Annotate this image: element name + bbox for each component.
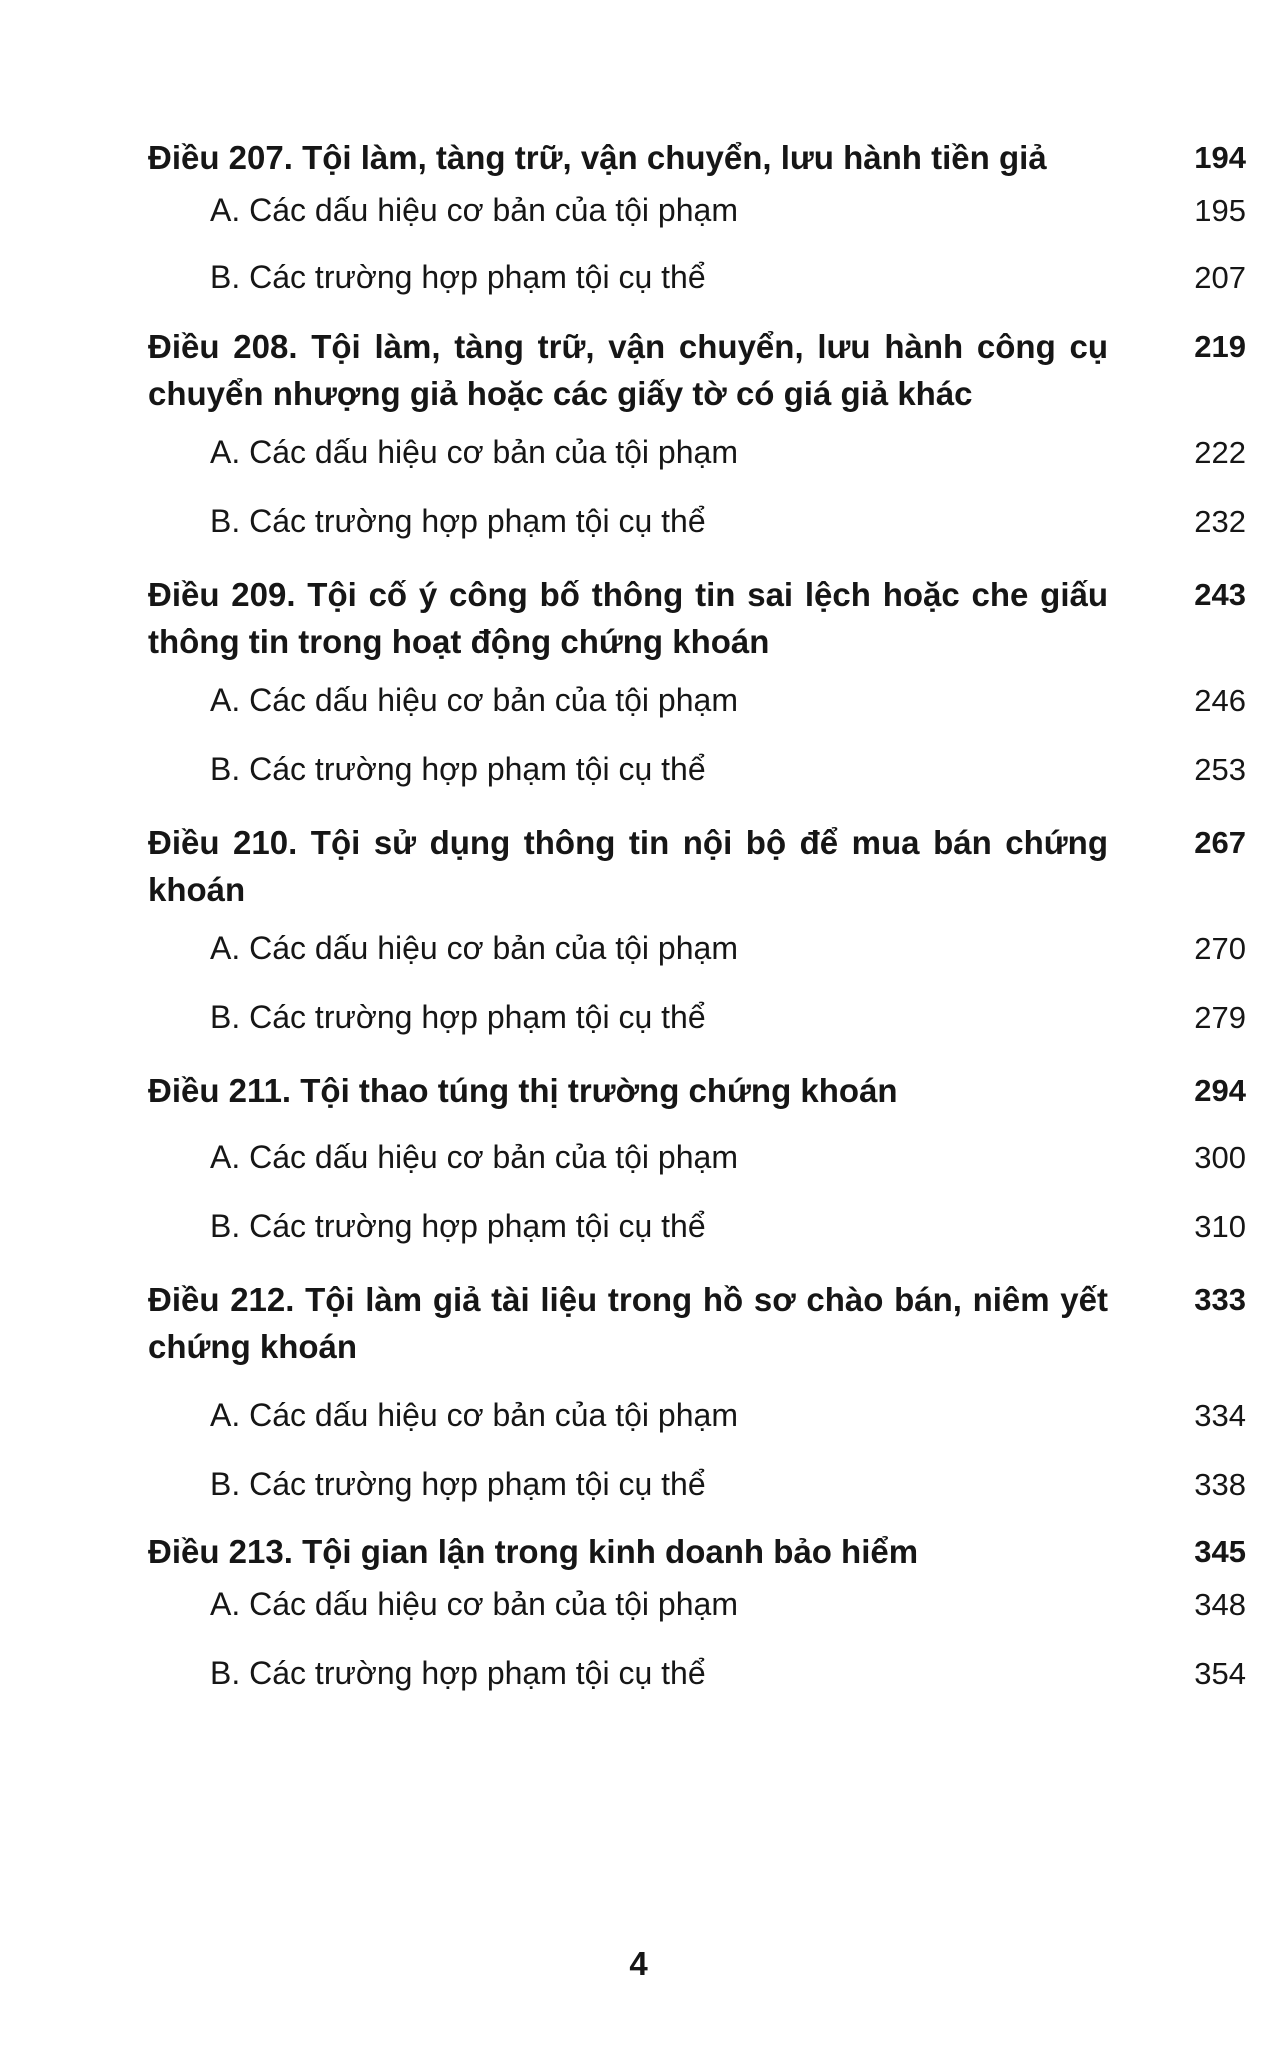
toc-article-page: 243	[1194, 577, 1246, 612]
toc-subsection-label: A. Các dấu hiệu cơ bản của tội phạm	[210, 930, 738, 966]
toc-subsection-page: 348	[1194, 1587, 1246, 1622]
toc-subsection-label: B. Các trường hợp phạm tội cụ thể	[210, 999, 706, 1035]
toc-subsection-page: 310	[1194, 1209, 1246, 1244]
toc-subsection	[148, 1203, 1246, 1250]
toc-article-heading	[148, 1276, 1246, 1370]
toc-article-heading	[148, 819, 1246, 913]
toc-subsection-page: 354	[1194, 1656, 1246, 1691]
toc-subsection-label: B. Các trường hợp phạm tội cụ thể	[210, 1208, 706, 1244]
toc-subsection	[148, 429, 1246, 476]
toc-article-title: Điều 213. Tội gian lận trong kinh doanh bảo hiểm	[148, 1533, 919, 1570]
toc-subsection-page: 300	[1194, 1140, 1246, 1175]
toc-subsection-label: A. Các dấu hiệu cơ bản của tội phạm	[210, 192, 738, 228]
toc-article-page: 294	[1194, 1073, 1246, 1108]
toc-subsection	[148, 498, 1246, 545]
toc-subsection-label: A. Các dấu hiệu cơ bản của tội phạm	[210, 1397, 738, 1433]
toc-subsection-page: 338	[1194, 1467, 1246, 1502]
toc-subsection-page: 270	[1194, 931, 1246, 966]
toc-article-heading	[148, 1067, 1246, 1114]
toc-subsection-page: 246	[1194, 683, 1246, 718]
toc-article-heading	[148, 323, 1246, 417]
toc-article-heading	[148, 134, 1246, 181]
toc-entry-210	[148, 819, 1246, 1041]
toc-article-heading	[148, 1528, 1246, 1575]
toc-article-title: Điều 208. Tội làm, tàng trữ, vận chuyển, lưu hành công cụ chuyển nhượng giả hoặc các giấy tờ có giá giả khác	[148, 328, 1108, 412]
toc-subsection-label: B. Các trường hợp phạm tội cụ thể	[210, 1466, 706, 1502]
toc-subsection-page: 207	[1194, 260, 1246, 295]
toc-subsection-page: 232	[1194, 504, 1246, 539]
toc-subsection-page: 222	[1194, 435, 1246, 470]
toc-subsection-page: 253	[1194, 752, 1246, 787]
toc-subsection	[148, 1650, 1246, 1697]
toc-subsection-label: A. Các dấu hiệu cơ bản của tội phạm	[210, 434, 738, 470]
toc-article-page: 345	[1194, 1534, 1246, 1569]
toc-subsection-label: B. Các trường hợp phạm tội cụ thể	[210, 751, 706, 787]
toc-article-page: 333	[1194, 1282, 1246, 1317]
toc-article-title: Điều 210. Tội sử dụng thông tin nội bộ để mua bán chứng khoán	[148, 824, 1108, 908]
toc-article-title: Điều 211. Tội thao túng thị trường chứng khoán	[148, 1072, 898, 1109]
toc-subsection-label: A. Các dấu hiệu cơ bản của tội phạm	[210, 682, 738, 718]
toc-subsection	[148, 677, 1246, 724]
page-number: 4	[629, 1945, 648, 1982]
toc-subsection	[148, 1581, 1246, 1628]
toc-subsection-page: 279	[1194, 1000, 1246, 1035]
toc-entry-211	[148, 1067, 1246, 1250]
table-of-contents	[148, 134, 1246, 1697]
toc-entry-208	[148, 323, 1246, 545]
toc-subsection-label: B. Các trường hợp phạm tội cụ thể	[210, 1655, 706, 1691]
toc-subsection-page: 195	[1194, 193, 1246, 228]
toc-subsection-page: 334	[1194, 1398, 1246, 1433]
toc-article-page: 219	[1194, 329, 1246, 364]
toc-article-title: Điều 207. Tội làm, tàng trữ, vận chuyển, lưu hành tiền giả	[148, 139, 1047, 176]
toc-subsection	[148, 925, 1246, 972]
toc-subsection-label: B. Các trường hợp phạm tội cụ thể	[210, 259, 706, 295]
toc-subsection	[148, 1461, 1246, 1508]
toc-article-page: 267	[1194, 825, 1246, 860]
toc-subsection	[148, 1392, 1246, 1439]
toc-subsection-label: A. Các dấu hiệu cơ bản của tội phạm	[210, 1139, 738, 1175]
toc-article-title: Điều 209. Tội cố ý công bố thông tin sai lệch hoặc che giấu thông tin trong hoạt động chứng khoán	[148, 576, 1108, 660]
toc-subsection	[148, 994, 1246, 1041]
toc-entry-212	[148, 1276, 1246, 1508]
toc-subsection	[148, 746, 1246, 793]
toc-subsection	[148, 1134, 1246, 1181]
toc-subsection	[148, 254, 1246, 301]
toc-entry-207	[148, 134, 1246, 301]
toc-article-title: Điều 212. Tội làm giả tài liệu trong hồ sơ chào bán, niêm yết chứng khoán	[148, 1281, 1108, 1365]
toc-subsection-label: B. Các trường hợp phạm tội cụ thể	[210, 503, 706, 539]
toc-article-page: 194	[1194, 140, 1246, 175]
toc-entry-213	[148, 1528, 1246, 1697]
toc-subsection-label: A. Các dấu hiệu cơ bản của tội phạm	[210, 1586, 738, 1622]
toc-article-heading	[148, 571, 1246, 665]
toc-entry-209	[148, 571, 1246, 793]
toc-subsection	[148, 187, 1246, 234]
